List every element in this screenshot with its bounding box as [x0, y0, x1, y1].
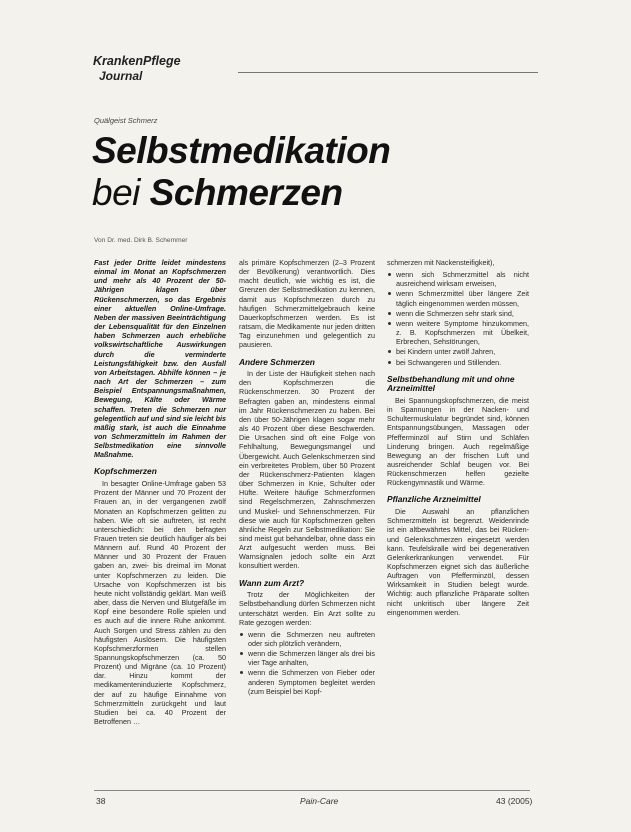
page-number: 38	[96, 796, 106, 806]
column-3	[387, 258, 529, 620]
header-rule	[238, 72, 538, 73]
title-line-2-bold: Schmerzen	[149, 172, 343, 213]
list-item: wenn die Schmerzen von Fieber oder anderen Symptomen begleitet werden (zum Beispiel bei Kopf-	[248, 668, 375, 696]
brand-line-1: KrankenPflege	[93, 54, 181, 68]
column-2	[239, 258, 375, 699]
heading-pflanzliche-arzneimittel: Pflanzliche Arzneimittel	[387, 494, 481, 505]
heading-selbstbehandlung: Selbstbehandlung mit und ohne Arzneimittel	[387, 373, 515, 394]
title-line-2-light: bei	[92, 172, 150, 213]
paragraph-wann-zum-arzt: Trotz der Möglichkeiten der Selbstbehandlung dürfen Schmerzen nicht unterschätzt werden. Ein Arzt sollte zu Rate gezogen werden:	[239, 590, 375, 627]
paragraph-selbstbehandlung: Bei Spannungskopfschmerzen, die meist in Spannungen in der Nacken- und Schultermuskulatur begründet sind, können Entspannungsübungen, Massagen oder Pfefferminzöl auf Stirn und Schläfen Linderung bringen. Auch regelmäßige Bewegung an der frischen Luft und ausreichender Schlaf beugen vor. Bei Rückenschmerzen helfen gezielte Rückengymnastik und Wärme.	[387, 395, 529, 488]
paragraph-andere-schmerzen: In der Liste der Häufigkeit stehen nach den Kopfschmerzen die Rückenschmerzen. 30 Prozent der Befragten gaben an, mindestens einmal im Jahr Rückenschmerzen zu haben. Bei den über 50-Jährigen klagen sogar mehr als 40 Prozent über diese Beschwerden. Die Ursachen sind oft eine Folge von Fehlhaltung, Bewegungsmangel und Übergewicht. Auch Gelenkschmerzen sind ein verbreitetes Problem, über 50 Prozent der Rückenschmerz-Patienten klagen über Schmerzen in Knie, Schulter oder Hüfte. Weitere häufige Schmerzformen sind Regelschmerzen, Zahnschmerzen und Muskel- und Sehnenschmerzen. Für diese wie auch für Kopfschmerzen gelten ähnliche Regeln zur Selbstmedikation: Sie sind meist gut behandelbar, ohne dass ein Arzt aufgesucht werden muss. Bei Warnsignalen jedoch sollte ein Arzt konsultiert werden.	[239, 369, 375, 571]
list-item: wenn Schmerzmittel über längere Zeit täglich eingenommen werden müssen,	[396, 289, 529, 308]
title-line-1: Selbstmedikation	[92, 130, 391, 171]
heading-wann-zum-arzt: Wann zum Arzt?	[239, 577, 305, 588]
brand-line-2: Journal	[99, 69, 143, 83]
list-item: wenn die Schmerzen länger als drei bis vier Tage anhalten,	[248, 649, 375, 668]
paragraph-continued: als primäre Kopfschmerzen (2–3 Prozent der Bevölkerung) verantwortlich. Dies macht deutlich, wie wichtig es ist, die Grenzen der Selbstmedikation zu kennen, damit aus Kopfschmerzen durch zu häufigen Schmerzmittelgebrauch keine Dauerkopfschmerzen werden. Es ist ratsam, die Medikamente nur jeden dritten Tag einzunehmen und gelegentlich zu pausieren.	[239, 258, 375, 350]
byline: Von Dr. med. Dirk B. Schemmer	[94, 237, 188, 244]
list-item: bei Schwangeren und Stillenden.	[396, 358, 529, 367]
footer-rule	[94, 790, 530, 791]
heading-andere-schmerzen: Andere Schmerzen	[239, 356, 315, 367]
paragraph-pflanzliche-arzneimittel: Die Auswahl an pflanzlichen Schmerzmitteln ist begrenzt. Weidenrinde ist ein altbewährtes Mittel, das bei Rücken- und Gelenkschmerzen eingesetzt werden kann. Teufelskralle wird bei degenerativen Gelenkerkrankungen verwendet. Für Kopfschmerzen eignet sich das äußerliche Auftragen von Pfefferminzöl, dessen Wirksamkeit in Studien belegt wurde. Wichtig: auch pflanzliche Präparate sollten nicht unkritisch über längere Zeit eingenommen werden.	[387, 507, 529, 617]
heading-kopfschmerzen: Kopfschmerzen	[94, 466, 157, 477]
issue-number: 43 (2005)	[496, 796, 533, 806]
paragraph-kopfschmerzen: In besagter Online-Umfrage gaben 53 Prozent der Männer und 70 Prozent der Frauen an, in der vergangenen zwölf Monaten an Kopfschmerzen gelitten zu haben. Wie oft sie auftreten, ist recht unterschiedlich: bei den befragten Frauen treten sie deutlich häufiger als bei Männern auf. Rund 40 Prozent der Männer und 30 Prozent der Frauen gaben an, zwei- bis dreimal im Monat unter Kopfschmerzen zu leiden. Die Ursache von Kopfschmerzen ist bis heute nicht vollständig geklärt. Man weiß aber, dass die Nerven und Blutgefäße im Kopf eine besondere Rolle spielen und es auch auf die innere Ruhe ankommt. Auch Sorgen und Stress zählen zu den häufigsten Auslösern. Die häufigsten Kopfschmerzformen stellen Spannungskopfschmerzen (ca. 50 Prozent) und Migräne (ca. 10 Prozent) dar. Hinzu kommt der medikamenteninduzierte Kopfschmerz, der auf zu häufige Einnahme von Schmerzmitteln zurückgeht und laut Studien bei ca. 40 Prozent der Betroffenen …	[94, 479, 226, 727]
warning-list	[239, 630, 375, 696]
list-item: wenn sich Schmerzmittel als nicht ausreichend wirksam erweisen,	[396, 270, 529, 289]
list-item: wenn die Schmerzen sehr stark sind,	[396, 309, 529, 318]
lead-paragraph: Fast jeder Dritte leidet mindestens einmal im Monat an Kopfschmerzen und mehr als 40 Prozent der 50-Jährigen klagen über Rückenschmerzen, so das Ergebnis einer aktuellen Online-Umfrage. Neben der massiven Beeinträchtigung der Lebensqualität für den Einzelnen haben Schmerzen auch erhebliche volkswirtschaftliche Auswirkungen durch die verminderte Leistungsfähigkeit bzw. den Ausfall von Arbeitstagen. Abhilfe können – je nach Art der Schmerzen – zum Beispiel Entspannungsmaßnahmen, Bewegung, Kälte oder Wärme schaffen. Treten die Schmerzen nur gelegentlich auf und sind sie leicht bis mäßig stark, ist auch die Einnahme von Schmerzmitteln im Rahmen der Selbstmedikation eine sinnvolle Maßnahme.	[94, 258, 226, 460]
journal-brand	[93, 54, 181, 83]
list-item: wenn weitere Symptome hinzukommen, z. B. Kopfschmerzen mit Übelkeit, Erbrechen, Sehstörungen,	[396, 318, 529, 347]
publication-name: Pain-Care	[300, 796, 339, 806]
title-line-2	[92, 174, 390, 211]
column-1	[94, 258, 226, 729]
list-item: bei Kindern unter zwölf Jahren,	[396, 347, 529, 356]
warning-list-continued	[387, 270, 529, 367]
article-kicker: Quälgeist Schmerz	[94, 116, 158, 125]
paragraph-continued: schmerzen mit Nackensteifigkeit),	[387, 258, 495, 267]
article-title	[92, 132, 390, 211]
list-item: wenn die Schmerzen neu auftreten oder sich plötzlich verändern,	[248, 629, 375, 648]
